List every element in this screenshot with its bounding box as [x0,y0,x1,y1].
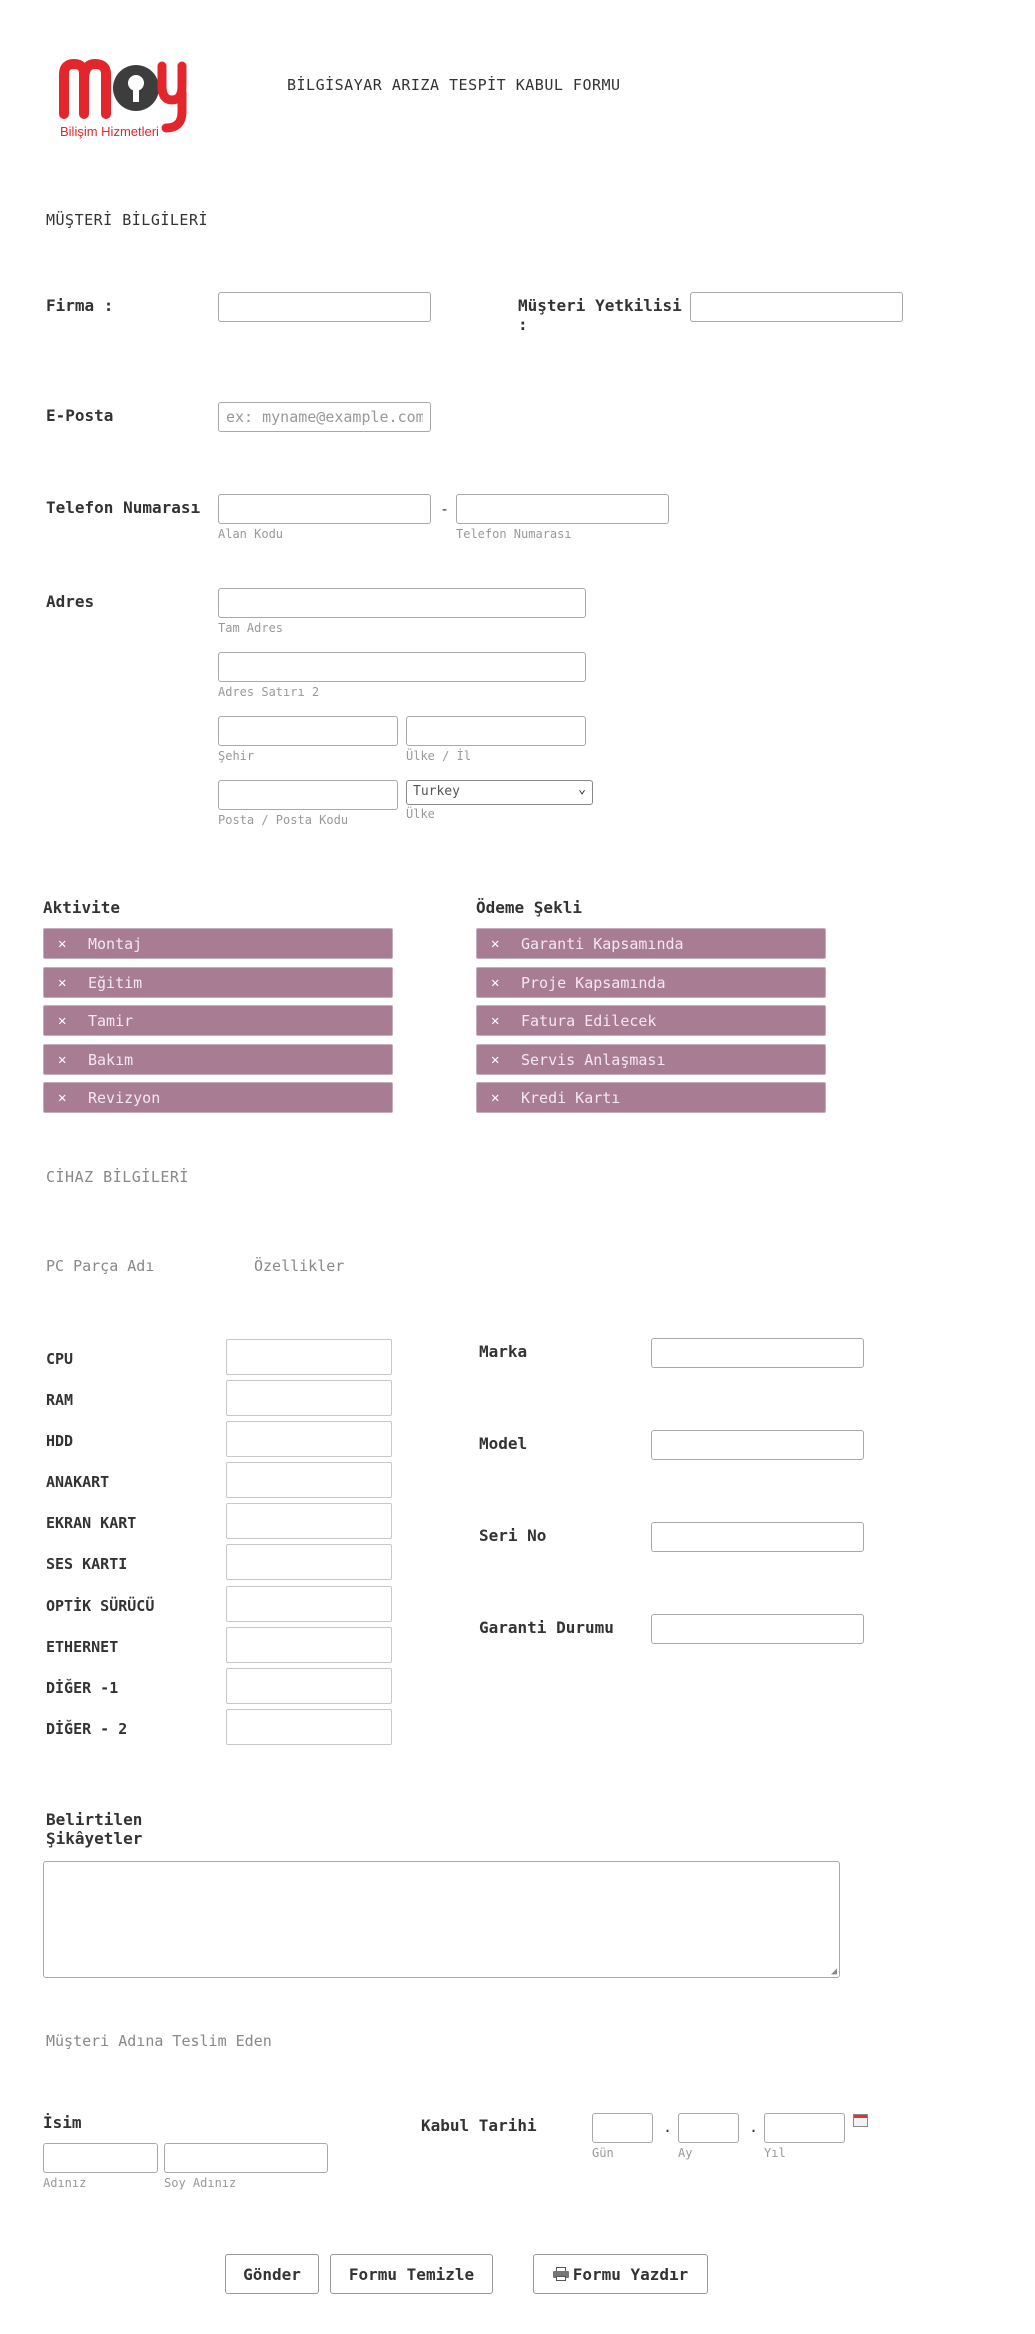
clear-form-button-label: Formu Temizle [348,2264,475,2284]
activity-option-bakim[interactable] [43,1044,393,1075]
hdd-spec-input[interactable] [226,1421,392,1457]
activity-label: Aktivite [43,898,121,917]
option-label: Montaj [88,934,143,953]
print-form-button[interactable] [533,2254,708,2294]
logo [58,52,190,144]
pc-part-ekran-kart: EKRAN KART [46,1514,137,1532]
city-sublabel: Şehir [218,749,255,763]
date-label: Kabul Tarihi [421,2116,537,2135]
firma-label: Firma : [46,296,114,315]
anakart-spec-input[interactable] [226,1462,392,1498]
first-name-input[interactable] [43,2143,158,2173]
name-label: İsim [43,2113,82,2132]
last-name-sublabel: Soy Adınız [164,2176,237,2190]
marka-input[interactable] [651,1338,864,1368]
form-title: BİLGİSAYAR ARIZA TESPİT KABUL FORMU [287,76,621,94]
option-label: Fatura Edilecek [521,1011,657,1030]
yetkili-input[interactable] [690,292,903,322]
pc-part-diger-2: DİĞER - 2 [46,1720,128,1738]
option-label: Tamir [88,1011,134,1030]
calendar-icon[interactable] [853,2114,868,2127]
date-year-sublabel: Yıl [764,2146,786,2160]
zip-sublabel: Posta / Posta Kodu [218,813,349,827]
phone-dash: - [440,500,450,518]
marka-label: Marka [479,1342,528,1361]
close-icon: ✕ [58,935,67,952]
activity-option-egitim[interactable] [43,967,393,998]
date-month-input[interactable] [678,2113,739,2143]
close-icon: ✕ [491,1089,500,1106]
ekran-kart-spec-input[interactable] [226,1503,392,1539]
close-icon: ✕ [491,974,500,991]
pc-spec-header: Özellikler [254,1257,345,1275]
payment-label: Ödeme Şekli [476,898,582,917]
country-select-value: Turkey [413,784,460,799]
model-input[interactable] [651,1430,864,1460]
printer-icon [553,2267,569,2281]
pc-part-ethernet: ETHERNET [46,1638,119,1656]
close-icon: ✕ [58,1012,67,1029]
optik-surucu-spec-input[interactable] [226,1586,392,1622]
cpu-spec-input[interactable] [226,1339,392,1375]
pc-part-ram: RAM [46,1391,74,1409]
address-line2-sublabel: Adres Satırı 2 [218,685,320,699]
phone-label: Telefon Numarası [46,498,201,517]
complaints-label-line1: Belirtilen [46,1810,143,1829]
state-sublabel: Ülke / İl [406,749,472,763]
print-form-button-label: Formu Yazdır [572,2264,689,2284]
close-icon: ✕ [491,1012,500,1029]
state-input[interactable] [406,716,586,746]
zip-input[interactable] [218,780,398,810]
city-input[interactable] [218,716,398,746]
phone-number-sublabel: Telefon Numarası [456,527,572,541]
close-icon: ✕ [491,1051,500,1068]
email-field[interactable] [218,402,431,432]
close-icon: ✕ [58,974,67,991]
garanti-durumu-input[interactable] [651,1614,864,1644]
date-day-input[interactable] [592,2113,653,2143]
logo-tagline: Bilişim Hizmetleri [60,124,159,139]
diger-1-spec-input[interactable] [226,1668,392,1704]
yetkili-label-line1: Müşteri Yetkilisi [518,296,682,315]
option-label: Servis Anlaşması [521,1050,666,1069]
payment-option-proje[interactable] [476,967,826,998]
submit-button-label: Gönder [243,2264,301,2284]
close-icon: ✕ [58,1089,67,1106]
customer-section-title: MÜŞTERİ BİLGİLERİ [46,211,209,229]
close-icon: ✕ [58,1051,67,1068]
date-month-sublabel: Ay [678,2146,693,2160]
option-label: Garanti Kapsamında [521,934,684,953]
chevron-down-icon: ⌄ [578,782,586,797]
email-label: E-Posta [46,406,114,425]
complaints-textarea[interactable] [43,1861,840,1978]
first-name-sublabel: Adınız [43,2176,87,2190]
submit-button[interactable] [225,2254,319,2294]
option-label: Revizyon [88,1088,161,1107]
seri-no-label: Seri No [479,1526,547,1545]
pc-part-ses-karti: SES KARTI [46,1555,128,1573]
payment-option-fatura[interactable] [476,1005,826,1036]
diger-2-spec-input[interactable] [226,1709,392,1745]
payment-option-servis[interactable] [476,1044,826,1075]
activity-option-montaj[interactable] [43,928,393,959]
complaints-label-line2: Şikâyetler [46,1829,143,1848]
delivered-by-title: Müşteri Adına Teslim Eden [46,2032,272,2050]
option-label: Bakım [88,1050,134,1069]
ram-spec-input[interactable] [226,1380,392,1416]
pc-part-optik-surucu: OPTİK SÜRÜCÜ [46,1597,155,1615]
pc-part-diger-1: DİĞER -1 [46,1679,119,1697]
pc-part-header: PC Parça Adı [46,1257,155,1275]
address-label: Adres [46,592,95,611]
garanti-durumu-label: Garanti Durumu [479,1618,614,1637]
last-name-input[interactable] [164,2143,328,2173]
date-year-input[interactable] [764,2113,845,2143]
ses-karti-spec-input[interactable] [226,1544,392,1580]
phone-area-input[interactable] [218,494,431,524]
pc-part-anakart: ANAKART [46,1473,110,1491]
activity-option-revizyon[interactable] [43,1082,393,1113]
country-select[interactable] [406,780,593,805]
device-section-title: CİHAZ BİLGİLERİ [46,1168,189,1186]
complaints-label [46,1810,142,1848]
pc-part-hdd: HDD [46,1432,74,1450]
close-icon: ✕ [491,935,500,952]
date-separator: . [749,2118,759,2136]
date-day-sublabel: Gün [592,2146,614,2160]
option-label: Proje Kapsamında [521,973,666,992]
yetkili-label-line2: : [518,315,528,334]
payment-option-kredi[interactable] [476,1082,826,1113]
ethernet-spec-input[interactable] [226,1627,392,1663]
country-sublabel: Ülke [406,807,435,821]
option-label: Kredi Kartı [521,1088,621,1107]
firma-input[interactable] [218,292,431,322]
clear-form-button[interactable] [330,2254,493,2294]
address-line1-input[interactable] [218,588,586,618]
address-line1-sublabel: Tam Adres [218,621,284,635]
model-label: Model [479,1434,528,1453]
seri-no-input[interactable] [651,1522,864,1552]
phone-number-input[interactable] [456,494,669,524]
option-label: Eğitim [88,973,143,992]
date-separator: . [663,2118,673,2136]
pc-part-cpu: CPU [46,1350,74,1368]
address-line2-input[interactable] [218,652,586,682]
payment-option-garanti[interactable] [476,928,826,959]
yetkili-label [518,296,682,334]
phone-area-sublabel: Alan Kodu [218,527,284,541]
activity-option-tamir[interactable] [43,1005,393,1036]
resize-handle-icon[interactable]: ◢ [830,1966,837,1977]
